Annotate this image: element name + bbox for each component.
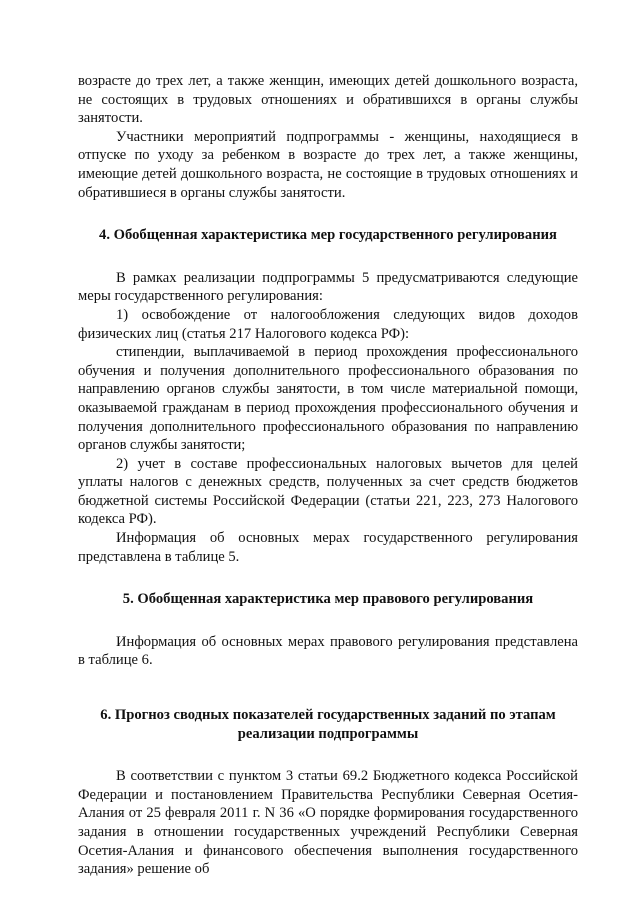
section-5-paragraph: Информация об основных мерах правового регулирования представлена в таблице 6. — [78, 633, 578, 669]
spacer — [78, 202, 578, 226]
participants-paragraph: Участники мероприятий подпрограммы - женщины, находящиеся в отпуске по уходу за ребенком в возрасте до трех лет, а также женщины, имеющие детей дошкольного возраста, не состоящие в трудовых отношениях и обратившиеся в органы службы занятости. — [78, 128, 578, 201]
section-4-item-2: 2) учет в составе профессиональных налоговых вычетов для целей уплаты налогов с денежных средств, полученных за счет средств бюджетов бюджетной системы Российской Федерации (статьи 221, 223, 273 Налогового кодекса РФ). — [78, 455, 578, 528]
section-6-heading-line-2: реализации подпрограммы — [237, 725, 419, 742]
section-5-heading: 5. Обобщенная характеристика мер правового регулирования — [122, 591, 534, 608]
section-4-subitem: стипендии, выплачиваемой в период прохождения профессионального обучения и получения дополнительного профессионального образования по направлению органов службы занятости, в том числе материальной помощи, оказываемой гражданам в период прохождения профессионального обучения и получения дополнительного профессионального образования по направлению органов службы занятости; — [78, 344, 578, 454]
section-4-heading: 4. Обобщенная характеристика мер государственного регулирования — [99, 227, 557, 244]
spacer — [78, 609, 578, 633]
document-body — [78, 72, 578, 879]
spacer — [78, 566, 578, 590]
paragraph-continuation: возрасте до трех лет, а также женщин, имеющих детей дошкольного возраста, не состоящих в трудовых отношениях и обратившихся в органы службы занятости. — [78, 73, 578, 127]
section-4-table-reference: Информация об основных мерах государственного регулирования представлена в таблице 5. — [78, 530, 578, 565]
spacer — [78, 670, 578, 706]
section-4-paragraph: В рамках реализации подпрограммы 5 предусматриваются следующие меры государственного регулирования: — [78, 269, 578, 305]
spacer — [78, 743, 578, 767]
spacer — [78, 245, 578, 269]
section-4-item-1: 1) освобождение от налогообложения следующих видов доходов физических лиц (статья 217 Налогового кодекса РФ): — [78, 306, 578, 342]
section-6-paragraph: В соответствии с пунктом 3 статьи 69.2 Бюджетного кодекса Российской Федерации и постановлением Правительства Республики Северная Осетия-Алания от 25 февраля 2011 г. N 36 «О порядке формирования государственного задания в отношении государственных учреждений Республики Северная Осетия-Алания и финансового обеспечения выполнения государственного задания» решение об — [78, 768, 578, 878]
section-6-heading-line-1: 6. Прогноз сводных показателей государственных заданий по этапам — [100, 707, 556, 724]
